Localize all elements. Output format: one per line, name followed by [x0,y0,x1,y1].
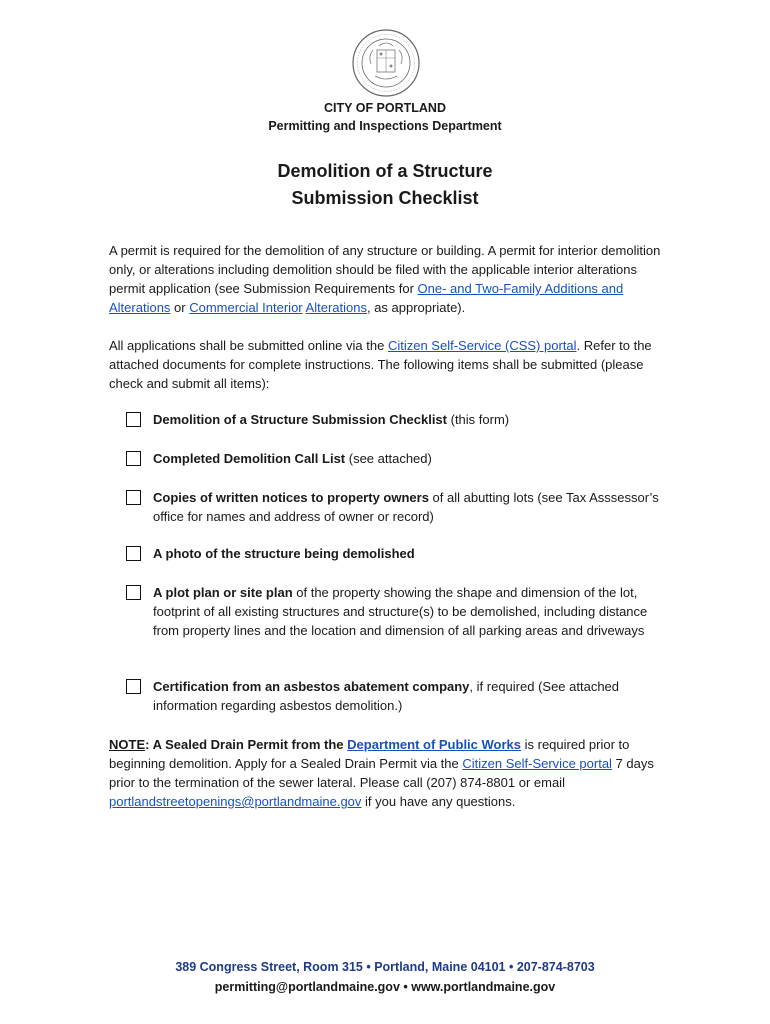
item-bold: Completed Demolition Call List [153,451,346,466]
city-name: CITY OF PORTLAND [324,101,446,115]
checklist-item-text [153,410,668,429]
item-rest: of all abutting lots (see Tax Asssessor’s office for names and address of owner or record) [153,490,659,524]
note-paragraph [109,735,669,811]
item-bold: Demolition of a Structure Submission Checklist [153,412,447,427]
item-rest: (see attached) [345,451,432,466]
email-link[interactable]: portlandstreetopenings@portlandmaine.gov [109,794,362,809]
item-bold: A photo of the structure being demolished [153,546,415,561]
checkbox[interactable] [126,412,141,427]
note-label: NOTE [109,737,146,752]
item-rest: (this form) [447,412,510,427]
note-text-1: is required prior to beginning demolition. Apply for a Sealed Drain Permit via the [109,737,630,771]
checklist-item-text [153,583,668,640]
commercial-interior-link[interactable]: Commercial Interior [189,300,303,315]
intro-paragraph [109,241,669,317]
item-bold: Certification from an asbestos abatement company [153,679,470,694]
submit-text-2: . Refer to the attached documents for complete instructions. The following items shall be submitted (please check and submit all items): [109,338,652,391]
submit-text-1: All applications shall be submitted online via the [109,338,388,353]
note-text-3: if you have any questions. [361,794,516,809]
footer-contact: permitting@portlandmaine.gov • www.portlandmaine.gov [214,980,556,994]
submission-paragraph [109,336,669,393]
checklist-item-text [153,677,668,715]
item-rest: , if required (See attached information regarding asbestos demolition.) [153,679,620,713]
intro-text-2: or [170,300,190,315]
city-seal-icon [351,28,421,98]
note-bold: : A Sealed Drain Permit from the [145,737,348,752]
checklist-item-text [153,488,668,526]
intro-text-1: A permit is required for the demolition of any structure or building. A permit for interior demolition only, or alterations including demolition should be filed with the applicable interior alterations permit application (see Submission Requirements for [109,243,661,296]
item-bold: Copies of written notices to property owners [153,490,429,505]
checkbox[interactable] [126,490,141,505]
note-text-2: 7 days prior to the termination of the sewer lateral. Please call (207) 874-8801 or email [109,756,654,790]
checkbox[interactable] [126,585,141,600]
title-line-2: Submission Checklist [291,188,479,208]
page-title [0,158,770,212]
item-rest: of the property showing the shape and dimension of the lot, footprint of all existing structures and structure(s) to be demolished, including distance from property lines and the location and dimension of all parking areas and driveways [153,585,648,638]
header [0,100,770,136]
checklist-item-text [153,449,668,468]
public-works-link[interactable]: Department of Public Works [347,737,521,752]
checkbox[interactable] [126,451,141,466]
css-portal-link-2[interactable]: Citizen Self-Service portal [462,756,612,771]
footer-address: 389 Congress Street, Room 315 • Portland, Maine 04101 • 207-874-8703 [175,960,595,974]
checklist-item-text [153,544,668,563]
department-name: Permitting and Inspections Department [268,119,502,133]
one-two-family-link[interactable]: One- and Two-Family Additions and Alterations [109,281,624,315]
intro-text-3: , as appropriate). [366,300,466,315]
alterations-link[interactable]: Alterations [305,300,367,315]
item-bold: A plot plan or site plan [153,585,293,600]
footer [0,957,770,997]
checkbox[interactable] [126,546,141,561]
checkbox[interactable] [126,679,141,694]
title-line-1: Demolition of a Structure [277,161,493,181]
css-portal-link[interactable]: Citizen Self-Service (CSS) portal [387,338,577,353]
